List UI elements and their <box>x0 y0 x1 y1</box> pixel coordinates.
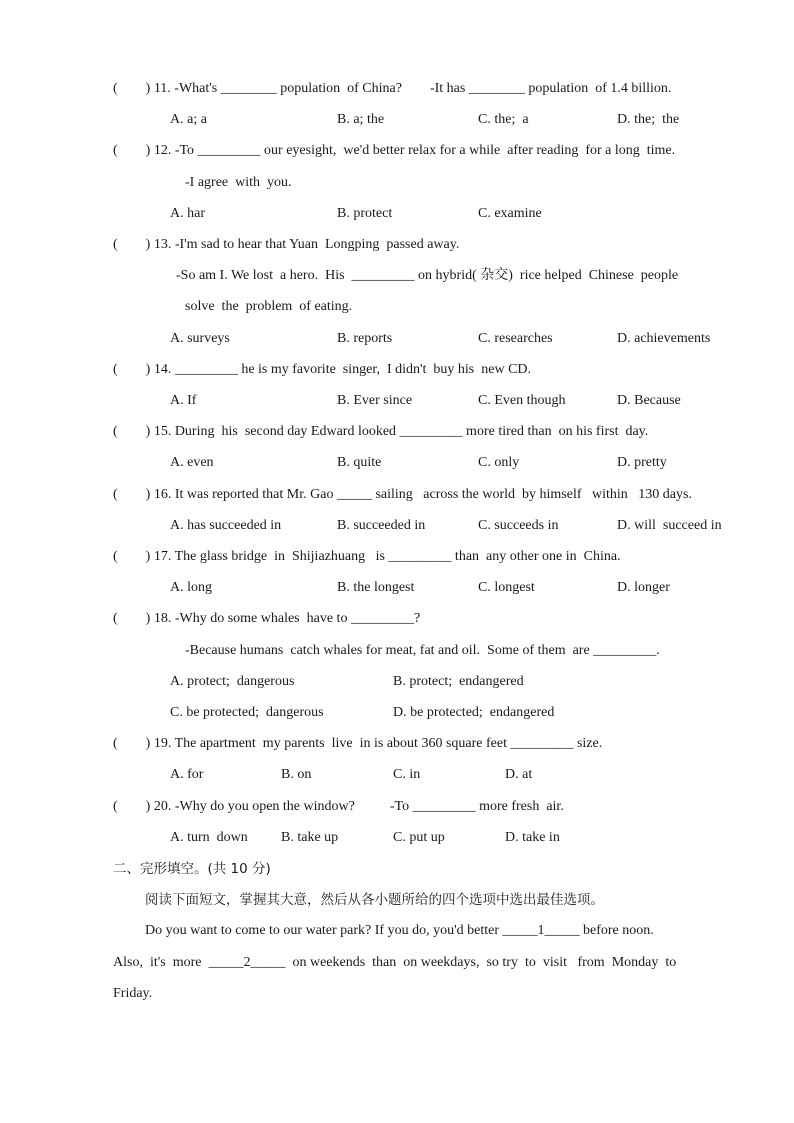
q20-option-b: B. take up <box>281 830 339 845</box>
q17-option-a: A. long <box>170 580 212 595</box>
q17-option-d: D. longer <box>617 580 670 595</box>
q18-option-d: D. be protected; endangered <box>393 705 555 720</box>
q15-option-c: C. only <box>478 455 520 470</box>
q19-option-d: D. at <box>505 767 533 782</box>
section-instruction: 阅读下面短文，掌握其大意，然后从各小题所给的四个选项中选出最佳选项。 <box>145 892 604 908</box>
q16-option-c: C. succeeds in <box>478 518 559 533</box>
q12-option-a: A. har <box>170 206 205 221</box>
question-14: ( ) 14. _________ he is my favorite singer, I didn't buy his new CD. <box>113 362 532 377</box>
question-18: ( ) 18. -Why do some whales have to _________? <box>113 611 421 626</box>
question-20: ( ) 20. -Why do you open the window? -To _________ more fresh air. <box>113 799 564 814</box>
q14-option-b: B. Ever since <box>337 393 413 408</box>
q16-option-a: A. has succeeded in <box>170 518 282 533</box>
question-17: ( ) 17. The glass bridge in Shijiazhuang is _________ than any other one in China. <box>113 549 621 564</box>
q15-option-b: B. quite <box>337 455 382 470</box>
q13-option-c: C. researches <box>478 331 553 346</box>
q16-option-d: D. will succeed in <box>617 518 722 533</box>
passage-line-3: Friday. <box>113 986 153 1001</box>
q17-option-b: B. the longest <box>337 580 415 595</box>
q20-option-a: A. turn down <box>170 830 248 845</box>
q14-option-d: D. Because <box>617 393 681 408</box>
passage-line-1: Do you want to come to our water park? If you do, you'd better _____1_____ before noon. <box>145 923 654 938</box>
q13-option-b: B. reports <box>337 331 393 346</box>
q18-option-a: A. protect; dangerous <box>170 674 295 689</box>
question-15: ( ) 15. During his second day Edward looked _________ more tired than on his first day. <box>113 424 649 439</box>
passage-line-2: Also, it's more _____2_____ on weekends than on weekdays, so try to visit from Monday to <box>113 955 677 970</box>
q18-option-b: B. protect; endangered <box>393 674 524 689</box>
q19-option-b: B. on <box>281 767 312 782</box>
question-12-reply: -I agree with you. <box>185 175 292 190</box>
q16-option-b: B. succeeded in <box>337 518 426 533</box>
question-19: ( ) 19. The apartment my parents live in is about 360 square feet _________ size. <box>113 736 603 751</box>
question-11: ( ) 11. -What's ________ population of China? -It has ________ population of 1.4 billion. <box>113 81 672 96</box>
q13-option-d: D. achievements <box>617 331 711 346</box>
q19-option-c: C. in <box>393 767 421 782</box>
q19-option-a: A. for <box>170 767 204 782</box>
q11-option-d: D. the; the <box>617 112 680 127</box>
question-13-reply: -So am I. We lost a hero. His _________ on hybrid( 杂交) rice helped Chinese people <box>176 268 679 283</box>
question-18-reply: -Because humans catch whales for meat, fat and oil. Some of them are _________. <box>185 643 660 658</box>
q14-option-a: A. If <box>170 393 197 408</box>
q14-option-c: C. Even though <box>478 393 566 408</box>
question-12: ( ) 12. -To _________ our eyesight, we'd better relax for a while after reading for a long time. <box>113 143 676 158</box>
question-16: ( ) 16. It was reported that Mr. Gao _____ sailing across the world by himself within 130 days. <box>113 487 692 502</box>
q12-option-b: B. protect <box>337 206 393 221</box>
q20-option-d: D. take in <box>505 830 560 845</box>
q12-option-c: C. examine <box>478 206 542 221</box>
question-13: ( ) 13. -I'm sad to hear that Yuan Longping passed away. <box>113 237 460 252</box>
section-heading: 二、完形填空。(共 10 分) <box>113 861 271 877</box>
q13-option-a: A. surveys <box>170 331 230 346</box>
q20-option-c: C. put up <box>393 830 445 845</box>
q15-option-a: A. even <box>170 455 214 470</box>
q11-option-a: A. a; a <box>170 112 207 127</box>
q11-option-c: C. the; a <box>478 112 529 127</box>
q18-option-c: C. be protected; dangerous <box>170 705 324 720</box>
q11-option-b: B. a; the <box>337 112 385 127</box>
q17-option-c: C. longest <box>478 580 535 595</box>
q15-option-d: D. pretty <box>617 455 667 470</box>
question-13-reply-cont: solve the problem of eating. <box>185 299 353 314</box>
